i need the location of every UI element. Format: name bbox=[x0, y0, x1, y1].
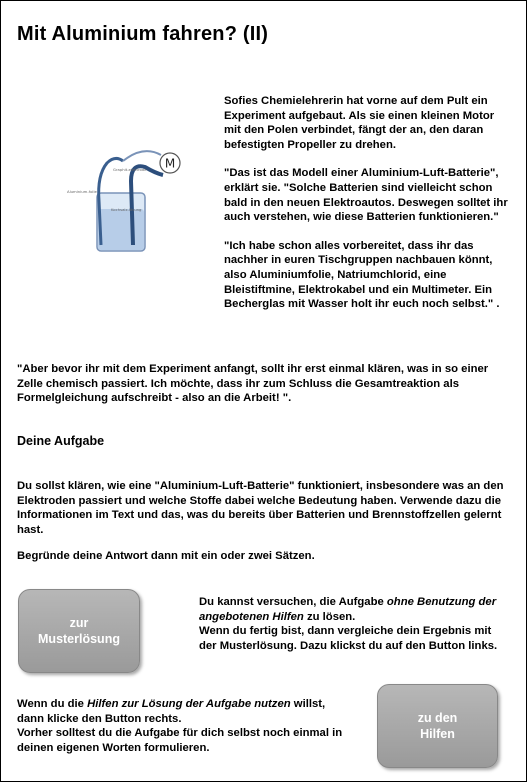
task-heading: Deine Aufgabe bbox=[17, 434, 105, 448]
help-text-emphasis: Hilfen zur Lösung der Aufgabe nutzen bbox=[87, 698, 291, 710]
aluminium-label: Aluminium-folie bbox=[67, 189, 97, 194]
solution-text-part: zu lösen. bbox=[303, 610, 356, 623]
intro-paragraph-2: "Das ist das Modell einer Aluminium-Luft-Batterie", erklärt sie. "Solche Batterien sind vielleicht schon bald in den neuen Elektroautos. Deswegen solltet ihr auch verstehen, wie diese Batterien funktionieren." bbox=[224, 167, 508, 224]
help-text-part: Vorher solltest du die Aufgabe für dich selbst noch einmal in deinen eigenen Worten formulieren. bbox=[17, 727, 343, 754]
teacher-quote: "Aber bevor ihr mit dem Experiment anfangt, sollt ihr erst einmal klären, was in so einer Zelle chemisch passiert. Ich möchte, dass ihr zum Schluss die Gesamtreaktion als Formelgleichung aufschreibt - also an die Arbeit! ". bbox=[17, 363, 489, 405]
help-button[interactable] bbox=[377, 684, 498, 768]
solution-button[interactable] bbox=[18, 589, 140, 673]
help-text-part: Wenn du die bbox=[17, 698, 88, 710]
help-button-line-1: zu den bbox=[417, 711, 458, 725]
solution-instructions bbox=[199, 595, 504, 653]
page-title: Mit Aluminium fahren? (II) bbox=[17, 23, 269, 45]
solution-button-line-1: zur bbox=[69, 616, 89, 630]
motor-label: M bbox=[164, 156, 176, 171]
intro-paragraph-3: "Ich habe schon alles vorbereitet, dass ihr das nachher in euren Tischgruppen nachbauen könnt, also Aluminiumfolie, Natriumchlorid, eine Bleistiftmine, Elektrokabel und ein Multimeter. Ein Becherglas mit Wasser holt ihr euch noch selbst." . bbox=[224, 239, 500, 311]
help-instructions bbox=[17, 697, 347, 755]
solution-button-line-2: Musterlösung bbox=[38, 632, 120, 646]
graphite-label: Graphit-elektrode bbox=[113, 167, 147, 172]
intro-paragraph-1: Sofies Chemielehrerin hat vorne auf dem Pult ein Experiment aufgebaut. Als sie einen kleinen Motor mit den Polen verbindet, fängt der an, den daran befestigten Propeller zu drehen. bbox=[224, 95, 495, 151]
task-paragraph-2: Begründe deine Antwort dann mit ein oder zwei Sätzen. bbox=[17, 550, 315, 562]
solution-text-part: Wenn du fertig bist, dann vergleiche dein Ergebnis mit der Musterlösung. Dazu klickst du auf den Button links. bbox=[199, 625, 498, 652]
task-paragraph-1: Du sollst klären, wie eine "Aluminium-Luft-Batterie" funktioniert, insbesondere was an den Elektroden passiert und welche Stoffe dabei welche Bedeutung haben. Verwende dazu die Informationen im Text und das, was du bereits über Batterien und Brennstoffzellen gelernt hast. bbox=[17, 480, 504, 536]
battery-experiment-figure bbox=[53, 141, 203, 271]
help-button-line-2: Hilfen bbox=[420, 727, 455, 741]
battery-diagram bbox=[53, 141, 203, 271]
solution-text-emphasis: ohne Benutzung der angebotenen Hilfen bbox=[199, 596, 497, 623]
intro-text bbox=[224, 94, 514, 326]
help-text-part: willst, dann klicke den Button rechts. bbox=[17, 698, 326, 725]
solution-text-part: Du kannst versuchen, die Aufgabe bbox=[199, 596, 387, 608]
solution-label: Kochsalz-lösung bbox=[111, 207, 142, 212]
salt-solution bbox=[98, 209, 144, 250]
connecting-wire bbox=[123, 151, 161, 161]
